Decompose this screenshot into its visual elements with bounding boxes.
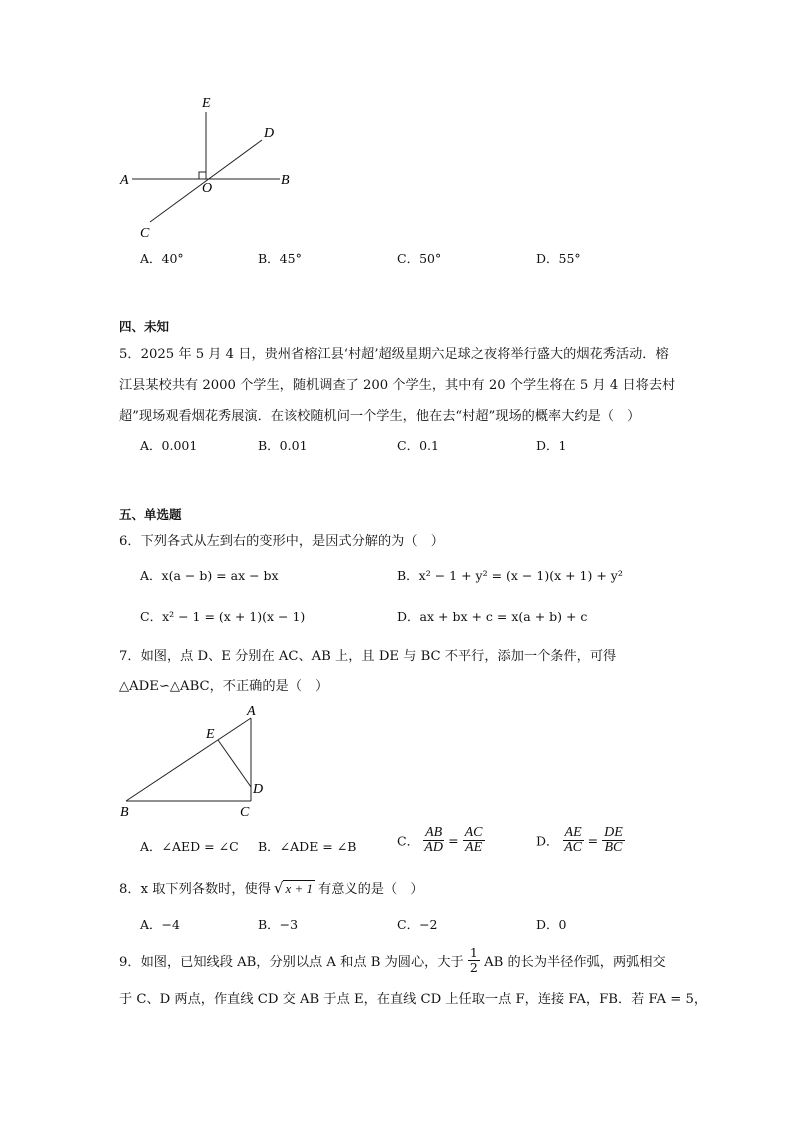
q8-stem-start: 8．x 取下列各数时，使得 (119, 882, 271, 897)
fraction-ac-ae: $\frac{AC}{AE}$ (464, 825, 483, 855)
q4-option-d[interactable]: D．55° (536, 251, 581, 266)
q9-line-1 (119, 946, 666, 975)
q6-option-a[interactable]: A．x(a − b) = ax − bx (140, 568, 279, 583)
q8-option-a[interactable]: A．−4 (140, 917, 180, 932)
q5-option-c[interactable]: C．0.1 (397, 438, 439, 453)
q6-stem: 6．下列各式从左到右的变形中，是因式分解的为（ ） (119, 534, 444, 549)
q5-option-b[interactable]: B．0.01 (258, 438, 308, 453)
label-a: A (247, 704, 256, 719)
segment-de (218, 740, 251, 787)
q5-line-1: 5．2025 年 5 月 4 日，贵州省榕江县‘村超’超级星期六足球之夜将举行盛大的烟花秀活动．榕 (119, 347, 669, 362)
label-c: C (140, 226, 150, 241)
label-d: D (264, 126, 275, 141)
section-heading-unknown: 四、未知 (119, 319, 170, 334)
q8-stem-end: 有意义的是（ ） (318, 882, 424, 897)
q5-option-a[interactable]: A．0.001 (140, 438, 198, 453)
triangle-figure (110, 700, 280, 822)
equals-sign: = (448, 833, 459, 848)
sqrt-expression: √ x + 1 (273, 879, 314, 897)
angle-figure (110, 90, 310, 245)
q9-line-2: 于 C、D 两点，作直线 CD 交 AB 于点 E，在直线 CD 上任取一点 F，连接 FA，FB．若 FA = 5， (119, 992, 708, 1007)
q5-line-3: 超”现场观看烟花秀展演．在该校随机问一个学生，他在去“村超”现场的概率大约是（ ） (119, 409, 641, 424)
fraction-ae-ac: $\frac{AE}{AC}$ (564, 825, 583, 855)
label-b: B (120, 805, 129, 820)
q4-option-b[interactable]: B．45° (258, 251, 302, 266)
fraction-ab-ad: $\frac{AB}{AD}$ (424, 825, 443, 855)
q7-option-a[interactable]: A．∠AED = ∠C (140, 839, 239, 854)
label-e: E (202, 96, 211, 111)
q7-option-c[interactable] (397, 826, 485, 855)
q4-option-a[interactable]: A．40° (140, 251, 184, 266)
q7-option-d[interactable] (536, 826, 625, 855)
q4-option-c[interactable]: C．50° (397, 251, 442, 266)
fraction-one-half: $\frac{1}{2}$ (469, 945, 478, 975)
section-heading-single-choice: 五、单选题 (119, 507, 182, 522)
equals-sign: = (587, 833, 599, 848)
q8-option-d[interactable]: D．0 (536, 917, 567, 932)
q7-option-d-label: D． (536, 833, 559, 849)
q8-option-b[interactable]: B．−3 (258, 917, 299, 932)
label-d: D (253, 782, 264, 797)
label-e: E (206, 727, 215, 742)
q5-option-d[interactable]: D．1 (536, 438, 567, 453)
q6-option-b[interactable]: B．x² − 1 + y² = (x − 1)(x + 1) + y² (397, 568, 623, 583)
label-a: A (120, 173, 129, 188)
q9-line-1-start: 9．如图，已知线段 AB，分别以点 A 和点 B 为圆心，大于 (119, 955, 464, 970)
q6-option-c[interactable]: C．x² − 1 = (x + 1)(x − 1) (140, 609, 306, 624)
q6-option-d[interactable]: D．ax + bx + c = x(a + b) + c (397, 609, 588, 624)
fraction-de-bc: $\frac{DE}{BC}$ (604, 825, 623, 855)
q7-option-b[interactable]: B．∠ADE = ∠B (258, 839, 357, 854)
q8-stem (119, 878, 424, 897)
q7-line-2: △ADE∽△ABC，不正确的是（ ） (119, 679, 329, 694)
label-b: B (281, 173, 290, 188)
label-c: C (240, 805, 250, 820)
q9-line-1-end: AB 的长为半径作弧，两弧相交 (484, 955, 666, 970)
right-angle-mark (199, 172, 206, 179)
q7-line-1: 7．如图，点 D、E 分别在 AC、AB 上，且 DE 与 BC 不平行，添加一个条件，可得 (119, 649, 617, 664)
label-o: O (202, 181, 213, 196)
q7-option-c-label: C． (397, 833, 420, 849)
q5-line-2: 江县某校共有 2000 个学生，随机调查了 200 个学生，其中有 20 个学生将在 5 月 4 日将去村 (119, 378, 676, 393)
q8-option-c[interactable]: C．−2 (397, 917, 438, 932)
